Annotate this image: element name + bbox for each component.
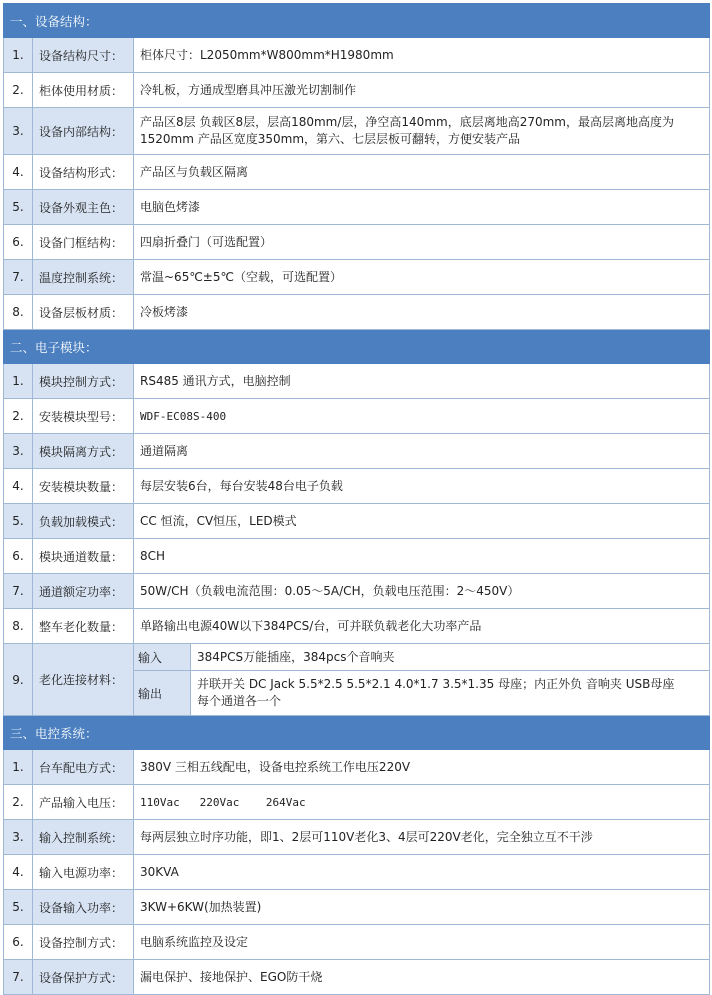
table-row: [4, 155, 710, 190]
row-number: 5.: [4, 890, 33, 925]
row-value: 380V 三相五线配电，设备电控系统工作电压220V: [134, 750, 710, 785]
row-label: 设备结构尺寸：: [33, 38, 134, 73]
row-value: 8CH: [134, 539, 710, 574]
row-label: 负载加载模式：: [33, 504, 134, 539]
row-value: 30KVA: [134, 855, 710, 890]
row-number: 9.: [4, 644, 33, 716]
section-header-structure: [4, 4, 710, 38]
row-number: 3.: [4, 108, 33, 155]
row-value: 3KW+6KW(加热装置): [134, 890, 710, 925]
row-label: 柜体使用材质：: [33, 73, 134, 108]
table-row: [4, 785, 710, 820]
row-number: 8.: [4, 609, 33, 644]
table-row: [4, 750, 710, 785]
table-row: [4, 925, 710, 960]
row-value: 通道隔离: [134, 434, 710, 469]
table-row: [4, 73, 710, 108]
table-row: [4, 820, 710, 855]
row-number: 7.: [4, 260, 33, 295]
table-row: [4, 190, 710, 225]
row-label: 模块控制方式：: [33, 364, 134, 399]
output-value-line1: 并联开关 DC Jack 5.5*2.5 5.5*2.1 4.0*1.7 3.5*1.35 母座；内正外负 音响夹 USB母座: [197, 677, 675, 691]
table-row: [4, 504, 710, 539]
row-value: CC 恒流，CV恒压，LED模式: [134, 504, 710, 539]
row-label: 台车配电方式：: [33, 750, 134, 785]
row-value: WDF-EC08S-400: [134, 399, 710, 434]
table-row: [4, 108, 710, 155]
table-row-connection-input: [4, 644, 710, 671]
row-value: 110Vac 220Vac 264Vac: [134, 785, 710, 820]
table-row: [4, 469, 710, 504]
row-value: 产品区与负载区隔离: [134, 155, 710, 190]
table-row: [4, 890, 710, 925]
row-label: 设备输入功率：: [33, 890, 134, 925]
table-row: [4, 260, 710, 295]
section-header-electrical-control: [4, 716, 710, 750]
row-label: 通道额定功率：: [33, 574, 134, 609]
spec-sheet: [3, 3, 709, 995]
row-number: 1.: [4, 750, 33, 785]
row-value: 50W/CH（负载电流范围：0.05～5A/CH，负载电压范围：2～450V）: [134, 574, 710, 609]
row-value: 每两层独立时序功能，即1、2层可110V老化3、4层可220V老化，完全独立互不干涉: [134, 820, 710, 855]
row-label: 产品输入电压：: [33, 785, 134, 820]
table-row: [4, 434, 710, 469]
row-number: 4.: [4, 855, 33, 890]
row-number: 2.: [4, 785, 33, 820]
section-title: 二、电子模块：: [4, 330, 710, 364]
table-row: [4, 609, 710, 644]
output-sublabel: 输出: [134, 671, 191, 716]
row-number: 5.: [4, 190, 33, 225]
row-label: 设备门框结构：: [33, 225, 134, 260]
row-label: 安装模块数量：: [33, 469, 134, 504]
row-number: 1.: [4, 364, 33, 399]
row-number: 7.: [4, 574, 33, 609]
table-row: [4, 364, 710, 399]
row-number: 6.: [4, 539, 33, 574]
section-title: 三、电控系统：: [4, 716, 710, 750]
row-number: 3.: [4, 820, 33, 855]
row-number: 6.: [4, 225, 33, 260]
section-header-electronics: [4, 330, 710, 364]
row-value: 电脑系统监控及设定: [134, 925, 710, 960]
row-number: 7.: [4, 960, 33, 995]
row-number: 5.: [4, 504, 33, 539]
table-row: [4, 295, 710, 330]
row-number: 1.: [4, 38, 33, 73]
table-row: [4, 399, 710, 434]
row-value: RS485 通讯方式，电脑控制: [134, 364, 710, 399]
row-value: 每层安装6台，每台安装48台电子负载: [134, 469, 710, 504]
row-value: 四扇折叠门（可选配置）: [134, 225, 710, 260]
row-label: 模块通道数量：: [33, 539, 134, 574]
row-value: 漏电保护、接地保护、EGO防干烧: [134, 960, 710, 995]
row-label: 设备外观主色：: [33, 190, 134, 225]
table-row: [4, 574, 710, 609]
row-label: 设备内部结构：: [33, 108, 134, 155]
input-value: 384PCS万能插座，384pcs个音响夹: [191, 644, 710, 671]
section-title: 一、设备结构：: [4, 4, 710, 38]
table-row: [4, 539, 710, 574]
table-row: [4, 225, 710, 260]
row-number: 6.: [4, 925, 33, 960]
row-label: 模块隔离方式：: [33, 434, 134, 469]
row-label: 输入控制系统：: [33, 820, 134, 855]
row-label: 设备层板材质：: [33, 295, 134, 330]
row-number: 3.: [4, 434, 33, 469]
row-number: 4.: [4, 155, 33, 190]
row-label: 设备结构形式：: [33, 155, 134, 190]
row-value: 常温~65℃±5℃（空载，可选配置）: [134, 260, 710, 295]
row-label: 安装模块型号：: [33, 399, 134, 434]
row-value: 电脑色烤漆: [134, 190, 710, 225]
table-row: [4, 855, 710, 890]
table-row: [4, 38, 710, 73]
row-number: 2.: [4, 399, 33, 434]
output-value: [191, 671, 710, 716]
row-number: 2.: [4, 73, 33, 108]
row-label: 老化连接材料：: [33, 644, 134, 716]
table-row: [4, 960, 710, 995]
row-value: 产品区8层 负载区8层，层高180mm/层，净空高140mm，底层离地高270mm，最高层离地高度为1520mm 产品区宽度350mm，第六、七层层板可翻转，方便安装产品: [134, 108, 710, 155]
row-label: 设备控制方式：: [33, 925, 134, 960]
row-number: 8.: [4, 295, 33, 330]
row-value: 冷板烤漆: [134, 295, 710, 330]
output-value-line2: 每个通道各一个: [197, 694, 282, 708]
row-value: 冷轧板，方通成型磨具冲压激光切割制作: [134, 73, 710, 108]
row-value: 单路输出电源40W以下384PCS/台，可并联负载老化大功率产品: [134, 609, 710, 644]
row-label: 输入电源功率：: [33, 855, 134, 890]
row-value: 柜体尺寸：L2050mm*W800mm*H1980mm: [134, 38, 710, 73]
row-number: 4.: [4, 469, 33, 504]
input-sublabel: 输入: [134, 644, 191, 671]
row-label: 设备保护方式：: [33, 960, 134, 995]
spec-table: [3, 3, 710, 995]
row-label: 温度控制系统：: [33, 260, 134, 295]
row-label: 整车老化数量：: [33, 609, 134, 644]
